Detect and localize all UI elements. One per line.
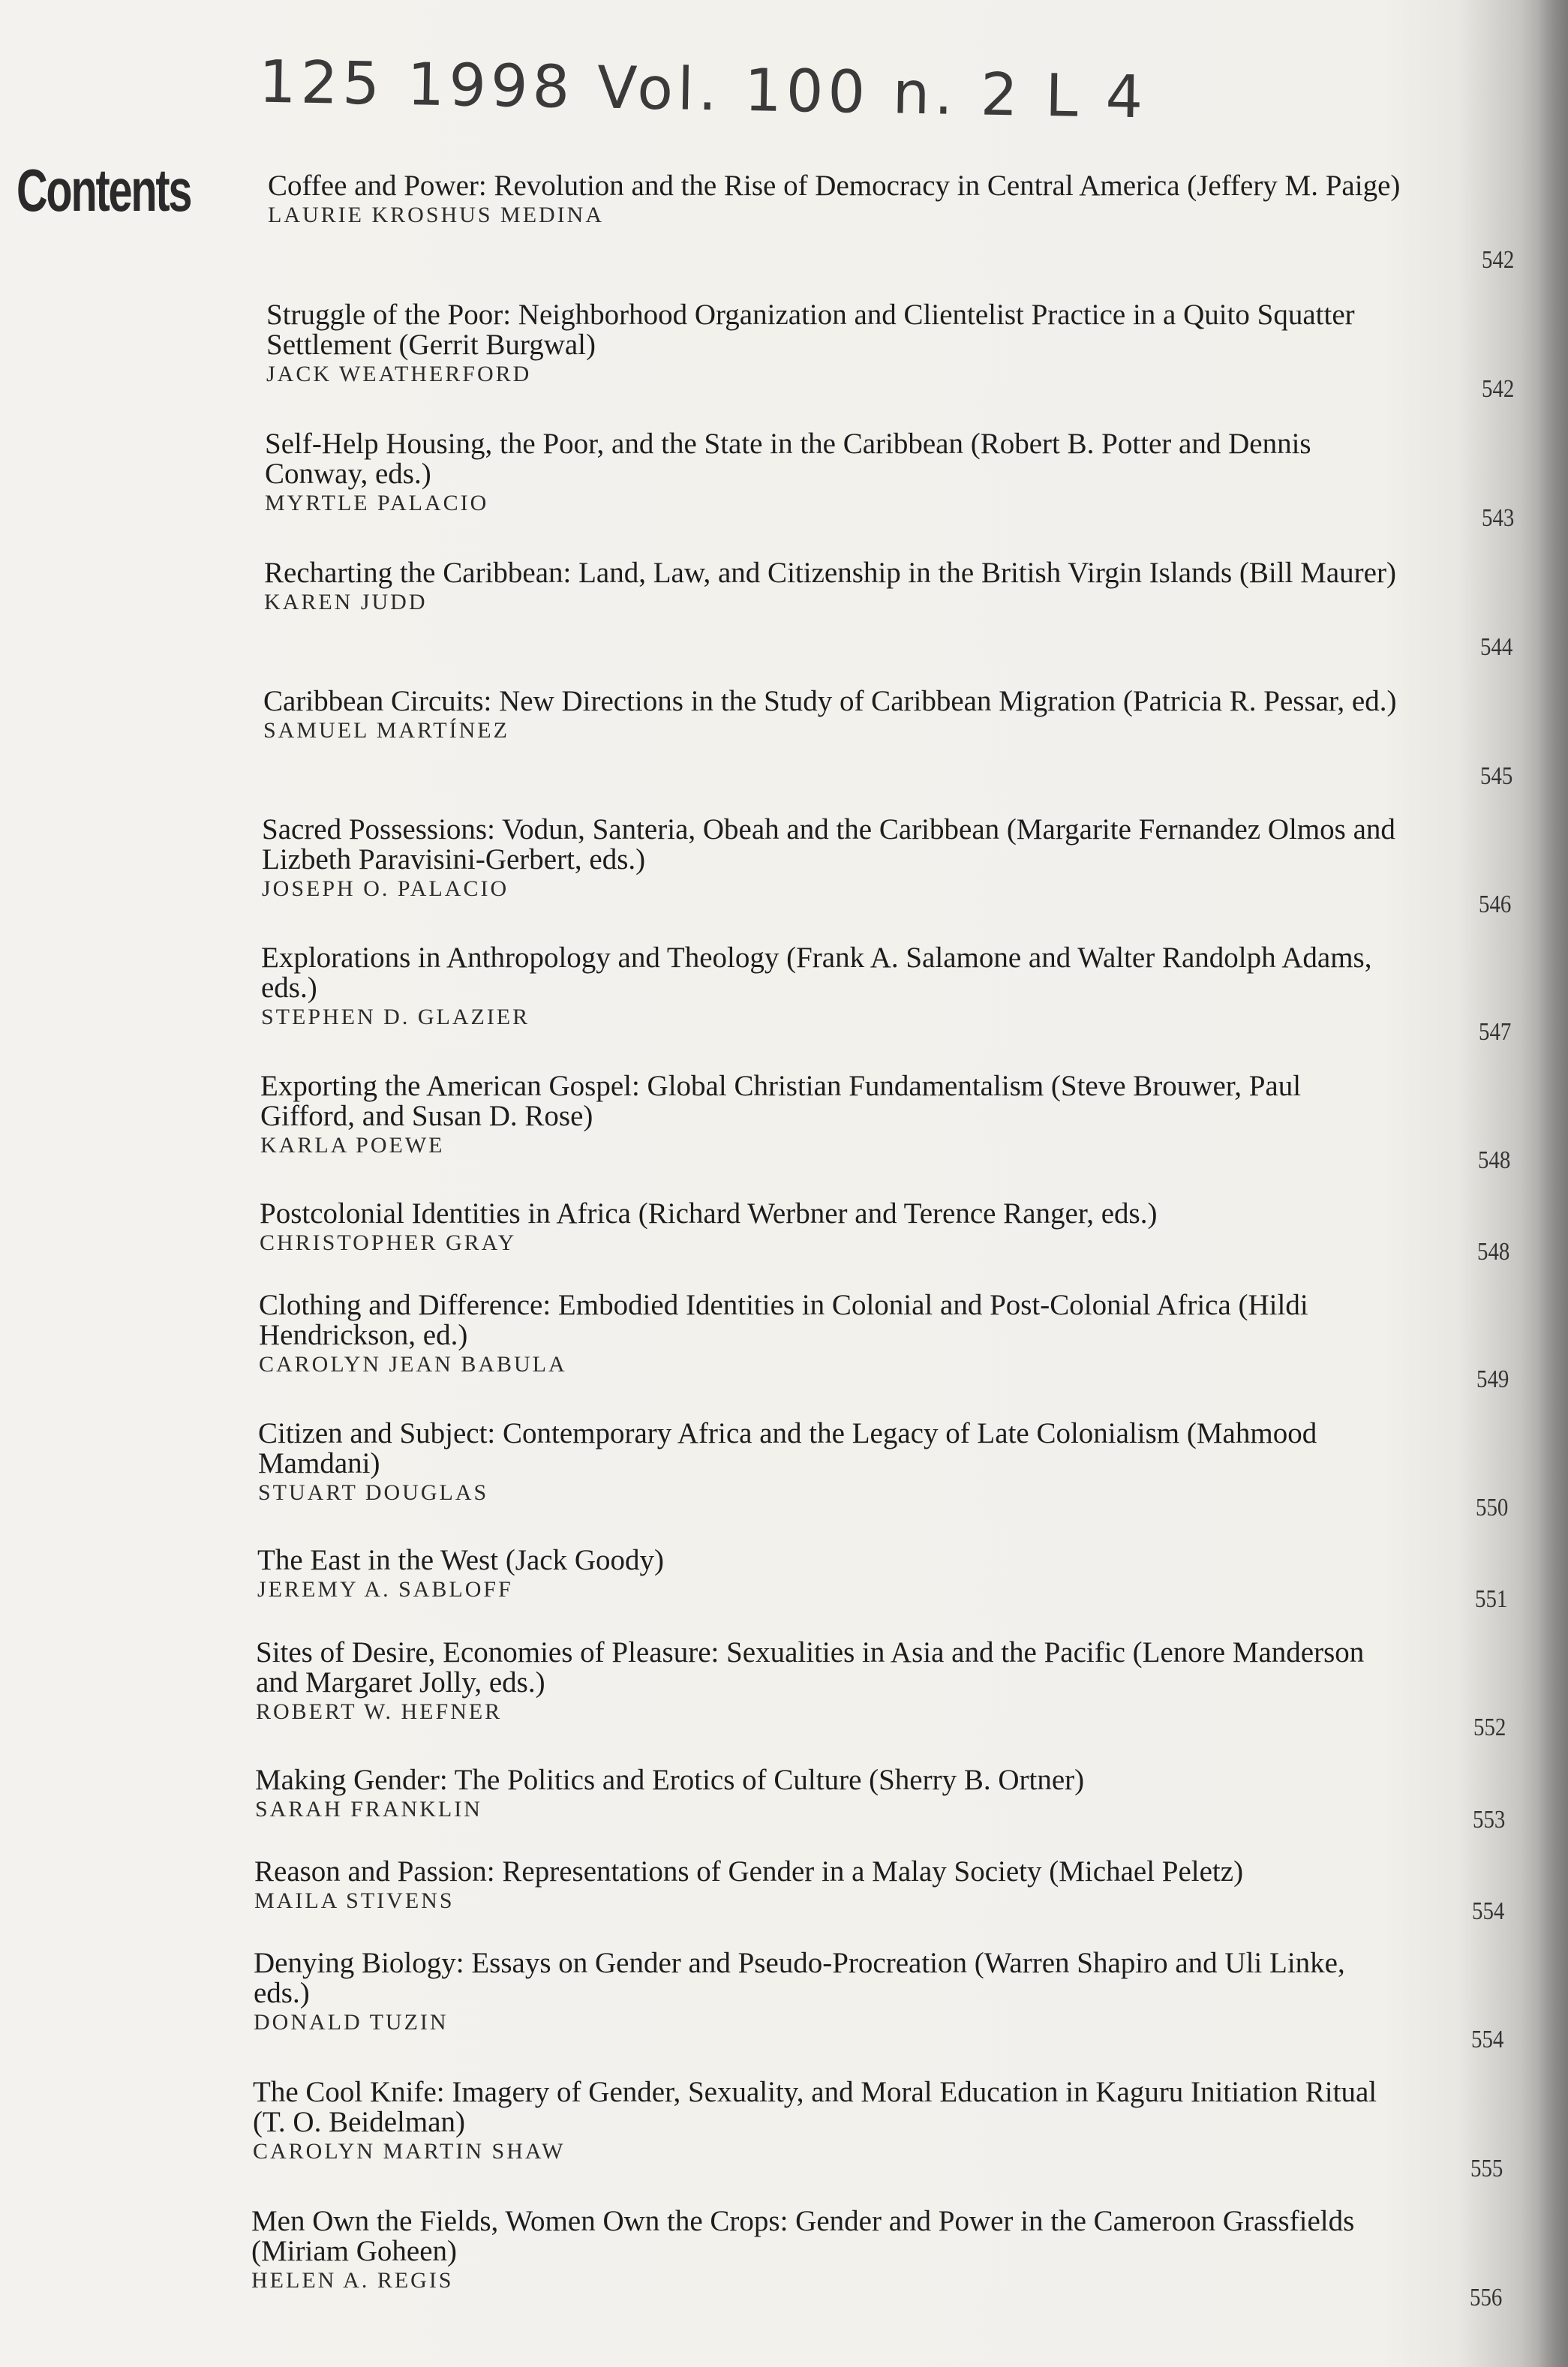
entry-title: Exporting the American Gospel: Global Christian Fundamentalism (Steve Brouwer, Paul Gifford, and Susan D. Rose) (260, 1070, 1302, 1132)
entry-title: The East in the West (Jack Goody) (257, 1544, 665, 1576)
handwritten-note: 125 1998 Vol. 100 n. 2 L 4 (258, 48, 1148, 132)
entry-reviewer: JEREMY A. SABLOFF (257, 1577, 513, 1602)
entry-title: Recharting the Caribbean: Land, Law, and Citizenship in the British Virgin Islands (Bill Maurer) (264, 557, 1396, 589)
entry-title: The Cool Knife: Imagery of Gender, Sexuality, and Moral Education in Kaguru Initiation Ritual (T. O. Beidelman) (253, 2076, 1377, 2138)
entry-reviewer: STUART DOUGLAS (258, 1480, 489, 1505)
entry-title: Reason and Passion: Representations of Gender in a Malay Society (Michael Peletz) (254, 1855, 1244, 1888)
entry-page-number: 547 (1479, 1018, 1512, 1046)
entry-page-number: 554 (1472, 1897, 1505, 1925)
contents-entry (257, 1545, 1398, 1603)
contents-entry (258, 1419, 1398, 1506)
contents-entry (254, 1948, 1394, 2035)
entry-reviewer: KAREN JUDD (264, 590, 428, 614)
contents-entry (251, 2206, 1392, 2293)
entry-reviewer: KARLA POEWE (260, 1133, 445, 1158)
contents-entry (265, 429, 1405, 516)
entry-reviewer: JACK WEATHERFORD (266, 362, 532, 386)
entry-title: Struggle of the Poor: Neighborhood Organization and Clientelist Practice in a Quito Squatter Settlement (Gerrit Burgwal) (266, 299, 1355, 361)
entry-page-number: 543 (1482, 504, 1515, 532)
entry-title: Clothing and Difference: Embodied Identities in Colonial and Post-Colonial Africa (Hildi Hendrickson, ed.) (259, 1289, 1308, 1351)
entry-title: Coffee and Power: Revolution and the Rise of Democracy in Central America (Jeffery M. Paige) (268, 170, 1401, 202)
contents-entry (264, 558, 1404, 615)
contents-entry (260, 1071, 1401, 1158)
contents-entry (268, 171, 1408, 228)
contents-entry (263, 686, 1404, 743)
entry-title: Self-Help Housing, the Poor, and the State in the Caribbean (Robert B. Potter and Dennis Conway, eds.) (265, 428, 1311, 490)
entry-page-number: 553 (1473, 1806, 1506, 1834)
entry-title: Caribbean Circuits: New Directions in the Study of Caribbean Migration (Patricia R. Pessar, ed.) (263, 685, 1397, 717)
entry-page-number: 550 (1476, 1494, 1509, 1521)
entry-title: Sacred Possessions: Vodun, Santeria, Obeah and the Caribbean (Margarite Fernandez Olmos and Lizbeth Paravisini-Gerbert, eds.) (262, 813, 1395, 876)
entry-title: Denying Biology: Essays on Gender and Pseudo-Procreation (Warren Shapiro and Uli Linke, eds.) (254, 1947, 1345, 2009)
entry-reviewer: LAURIE KROSHUS MEDINA (268, 203, 605, 227)
entry-title: Postcolonial Identities in Africa (Richard Werbner and Terence Ranger, eds.) (260, 1197, 1158, 1230)
entry-reviewer: DONALD TUZIN (254, 2010, 449, 2035)
contents-entry (262, 815, 1402, 902)
entry-page-number: 548 (1477, 1238, 1510, 1266)
entry-page-number: 544 (1480, 633, 1513, 661)
entry-reviewer: JOSEPH O. PALACIO (262, 876, 509, 901)
contents-entry (266, 300, 1407, 387)
entry-reviewer: MYRTLE PALACIO (265, 491, 489, 515)
entry-page-number: 545 (1480, 762, 1513, 790)
contents-entry (254, 1857, 1395, 1914)
entry-title: Explorations in Anthropology and Theology (Frank A. Salamone and Walter Randolph Adams, eds.) (261, 942, 1372, 1004)
entry-page-number: 546 (1479, 891, 1512, 918)
entry-page-number: 556 (1470, 2284, 1503, 2311)
entry-title: Citizen and Subject: Contemporary Africa and the Legacy of Late Colonialism (Mahmood Mamdani) (258, 1417, 1317, 1479)
entry-page-number: 542 (1482, 246, 1515, 274)
entry-reviewer: HELEN A. REGIS (251, 2268, 454, 2293)
entry-page-number: 555 (1470, 2155, 1503, 2182)
contents-entry (253, 2077, 1393, 2164)
entry-reviewer: SARAH FRANKLIN (255, 1797, 482, 1822)
entry-reviewer: CAROLYN JEAN BABULA (259, 1352, 567, 1377)
contents-entry (261, 943, 1401, 1030)
entry-page-number: 548 (1478, 1146, 1511, 1174)
page-edge-shadow (1538, 0, 1568, 2367)
entry-page-number: 551 (1475, 1585, 1508, 1613)
contents-entry (259, 1290, 1399, 1377)
entry-page-number: 552 (1473, 1714, 1506, 1741)
entry-reviewer: STEPHEN D. GLAZIER (261, 1005, 530, 1029)
contents-entry (260, 1199, 1400, 1256)
entry-reviewer: CHRISTOPHER GRAY (260, 1230, 517, 1255)
contents-entry (256, 1638, 1396, 1725)
entry-title: Making Gender: The Politics and Erotics of Culture (Sherry B. Ortner) (255, 1764, 1085, 1796)
entry-page-number: 549 (1476, 1365, 1509, 1393)
entry-page-number: 542 (1482, 375, 1515, 403)
contents-entry (255, 1765, 1395, 1822)
entry-page-number: 554 (1471, 2026, 1504, 2053)
entry-reviewer: CAROLYN MARTIN SHAW (253, 2139, 566, 2164)
entry-reviewer: MAILA STIVENS (254, 1888, 455, 1913)
entry-reviewer: SAMUEL MARTÍNEZ (263, 718, 509, 743)
entry-reviewer: ROBERT W. HEFNER (256, 1699, 503, 1724)
entry-title: Sites of Desire, Economies of Pleasure: Sexualities in Asia and the Pacific (Lenore Manderson and Margaret Jolly, eds.) (256, 1636, 1365, 1699)
contents-heading: Contents (17, 157, 191, 224)
entry-title: Men Own the Fields, Women Own the Crops: Gender and Power in the Cameroon Grassfields (Miriam Goheen) (251, 2205, 1355, 2267)
